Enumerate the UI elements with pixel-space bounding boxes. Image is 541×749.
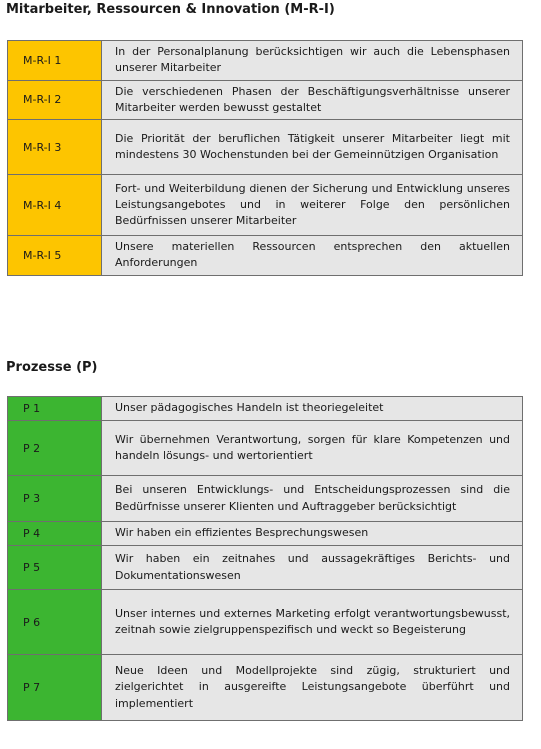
table-row	[8, 236, 523, 276]
p-table	[7, 396, 523, 721]
row-text: Bei unseren Entwicklungs- und Entscheidungsprozessen sind die Bedürfnisse unserer Klienten und Auftraggeber berücksichtigt	[102, 476, 523, 522]
table-row	[8, 590, 523, 655]
section-title-p: Prozesse (P)	[6, 360, 98, 375]
table-row	[8, 80, 523, 120]
row-code: P 7	[8, 655, 102, 721]
row-code: P 4	[8, 522, 102, 546]
row-code: M-R-I 2	[8, 80, 102, 120]
row-code: P 3	[8, 476, 102, 522]
table-row	[8, 546, 523, 590]
row-code: M-R-I 1	[8, 41, 102, 81]
row-text: Unsere materiellen Ressourcen entsprechen den aktuellen Anforderungen	[102, 236, 523, 276]
row-code: M-R-I 5	[8, 236, 102, 276]
row-code: M-R-I 4	[8, 175, 102, 236]
row-text: Fort- und Weiterbildung dienen der Sicherung und Entwicklung unseres Leistungsangebotes und in weiterer Folge den persönlichen Bedürfnissen unserer Mitarbeiter	[102, 175, 523, 236]
table-row	[8, 175, 523, 236]
table-row	[8, 655, 523, 721]
row-text: Wir haben ein zeitnahes und aussagekräftiges Berichts- und Dokumentationswesen	[102, 546, 523, 590]
row-code: P 2	[8, 421, 102, 476]
row-text: Die verschiedenen Phasen der Beschäftigungsverhältnisse unserer Mitarbeiter werden bewusst gestaltet	[102, 80, 523, 120]
table-row	[8, 397, 523, 421]
row-code: P 5	[8, 546, 102, 590]
table-row	[8, 421, 523, 476]
row-text: Unser pädagogisches Handeln ist theoriegeleitet	[102, 397, 523, 421]
row-code: M-R-I 3	[8, 120, 102, 175]
table-row	[8, 476, 523, 522]
row-text: Die Priorität der beruflichen Tätigkeit unserer Mitarbeiter liegt mit mindestens 30 Wochenstunden bei der Gemeinnützigen Organisation	[102, 120, 523, 175]
row-code: P 1	[8, 397, 102, 421]
row-text: Wir haben ein effizientes Besprechungswesen	[102, 522, 523, 546]
section-title-mri: Mitarbeiter, Ressourcen & Innovation (M-R-I)	[6, 2, 335, 17]
mri-table	[7, 40, 523, 276]
row-text: In der Personalplanung berücksichtigen wir auch die Lebensphasen unserer Mitarbeiter	[102, 41, 523, 81]
row-code: P 6	[8, 590, 102, 655]
table-row	[8, 522, 523, 546]
table-row	[8, 120, 523, 175]
row-text: Wir übernehmen Verantwortung, sorgen für klare Kompetenzen und handeln lösungs- und wertorientiert	[102, 421, 523, 476]
table-row	[8, 41, 523, 81]
row-text: Unser internes und externes Marketing erfolgt verantwortungsbewusst, zeitnah sowie zielgruppenspezifisch und weckt so Begeisterung	[102, 590, 523, 655]
row-text: Neue Ideen und Modellprojekte sind zügig, strukturiert und zielgerichtet in ausgereifte Leistungsangebote überführt und implementiert	[102, 655, 523, 721]
